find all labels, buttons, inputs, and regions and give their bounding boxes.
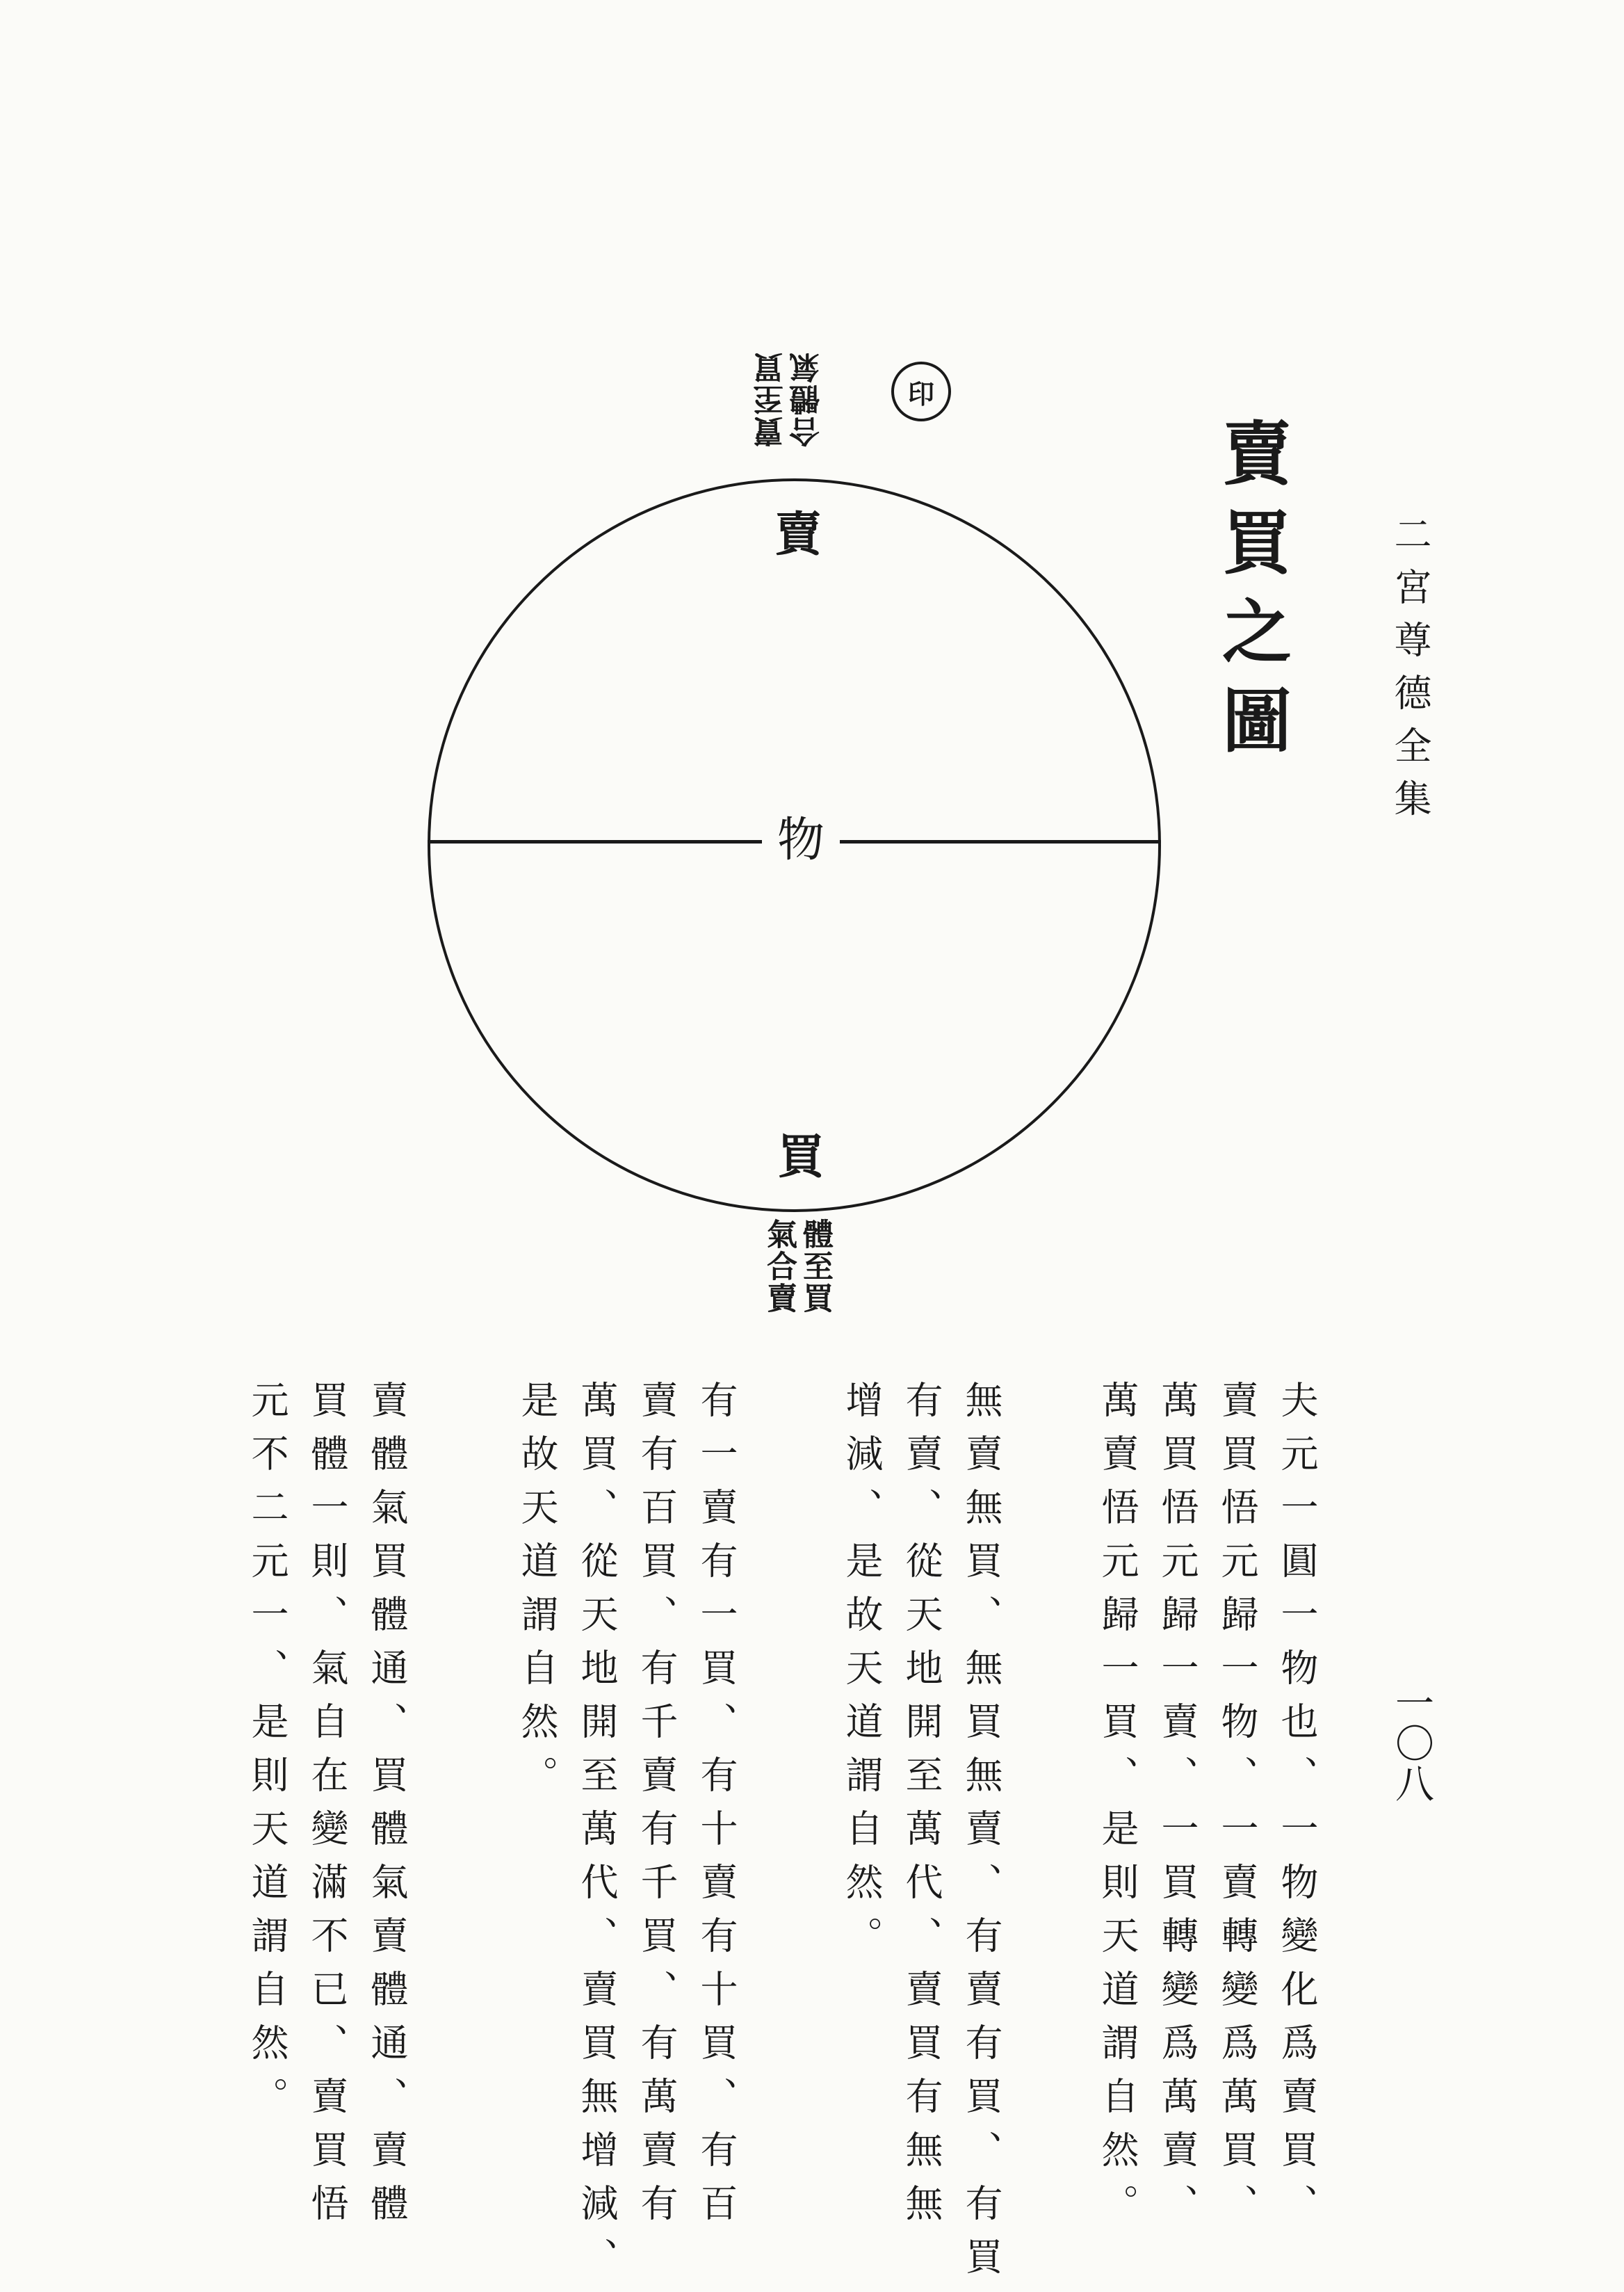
paragraph-3 bbox=[515, 1380, 738, 2291]
text-line: 有賣、從天地開至萬代、賣買有無無 bbox=[900, 1380, 943, 2237]
seal-mark bbox=[891, 362, 951, 421]
paragraph-2 bbox=[840, 1380, 1003, 2291]
text-line: 賣有百買、有千賣有千買、有萬賣有 bbox=[635, 1380, 679, 2237]
text-line: 買體一則、氣自在變滿不已、賣買悟 bbox=[305, 1380, 349, 2237]
text-line: 賣買悟元歸一物、一賣轉變爲萬買、 bbox=[1215, 1380, 1259, 2237]
text-line: 增減、是故天道謂自然。 bbox=[840, 1380, 884, 1969]
text-line: 賣體氣買體通、買體氣賣體通、賣體 bbox=[365, 1380, 409, 2237]
bottom-note bbox=[761, 1218, 833, 1314]
text-line: 萬買悟元歸一賣、一買轉變爲萬賣、 bbox=[1155, 1380, 1199, 2237]
figure-title: 賣買之圖 bbox=[1210, 417, 1292, 773]
text-line: 夫元一圓一物也、一物變化爲賣買、 bbox=[1275, 1380, 1319, 2237]
page-number: 一〇八 bbox=[1389, 1683, 1434, 1804]
bottom-note-line: 體至買 bbox=[797, 1218, 833, 1314]
top-note-line: 合體氣 bbox=[790, 351, 825, 447]
text-line: 元不二元一、是則天道謂自然。 bbox=[245, 1380, 289, 2130]
bottom-note-line: 氣合賣 bbox=[761, 1218, 797, 1314]
text-line: 無賣無買、無買無賣、有賣有買、有買 bbox=[959, 1380, 1003, 2291]
text-line: 萬買、從天地開至萬代、賣買無增減、 bbox=[575, 1380, 619, 2291]
top-note-line: 賣至買 bbox=[754, 351, 789, 447]
seal-char: 印 bbox=[907, 378, 934, 410]
circle-label-buy: 買 bbox=[773, 1133, 829, 1181]
book-title: 二宮尊德全集 bbox=[1388, 515, 1432, 832]
circle-label-thing: 物 bbox=[762, 817, 840, 864]
text-line: 是故天道謂自然。 bbox=[515, 1380, 559, 1809]
circle-label-sell: 賣 bbox=[770, 511, 826, 558]
text-line: 有一賣有一買、有十賣有十買、有百 bbox=[695, 1380, 738, 2237]
top-note bbox=[756, 351, 823, 447]
text-line: 萬賣悟元歸一買、是則天道謂自然。 bbox=[1096, 1380, 1139, 2237]
paragraph-4 bbox=[245, 1380, 409, 2237]
paragraph-1 bbox=[1096, 1380, 1319, 2237]
